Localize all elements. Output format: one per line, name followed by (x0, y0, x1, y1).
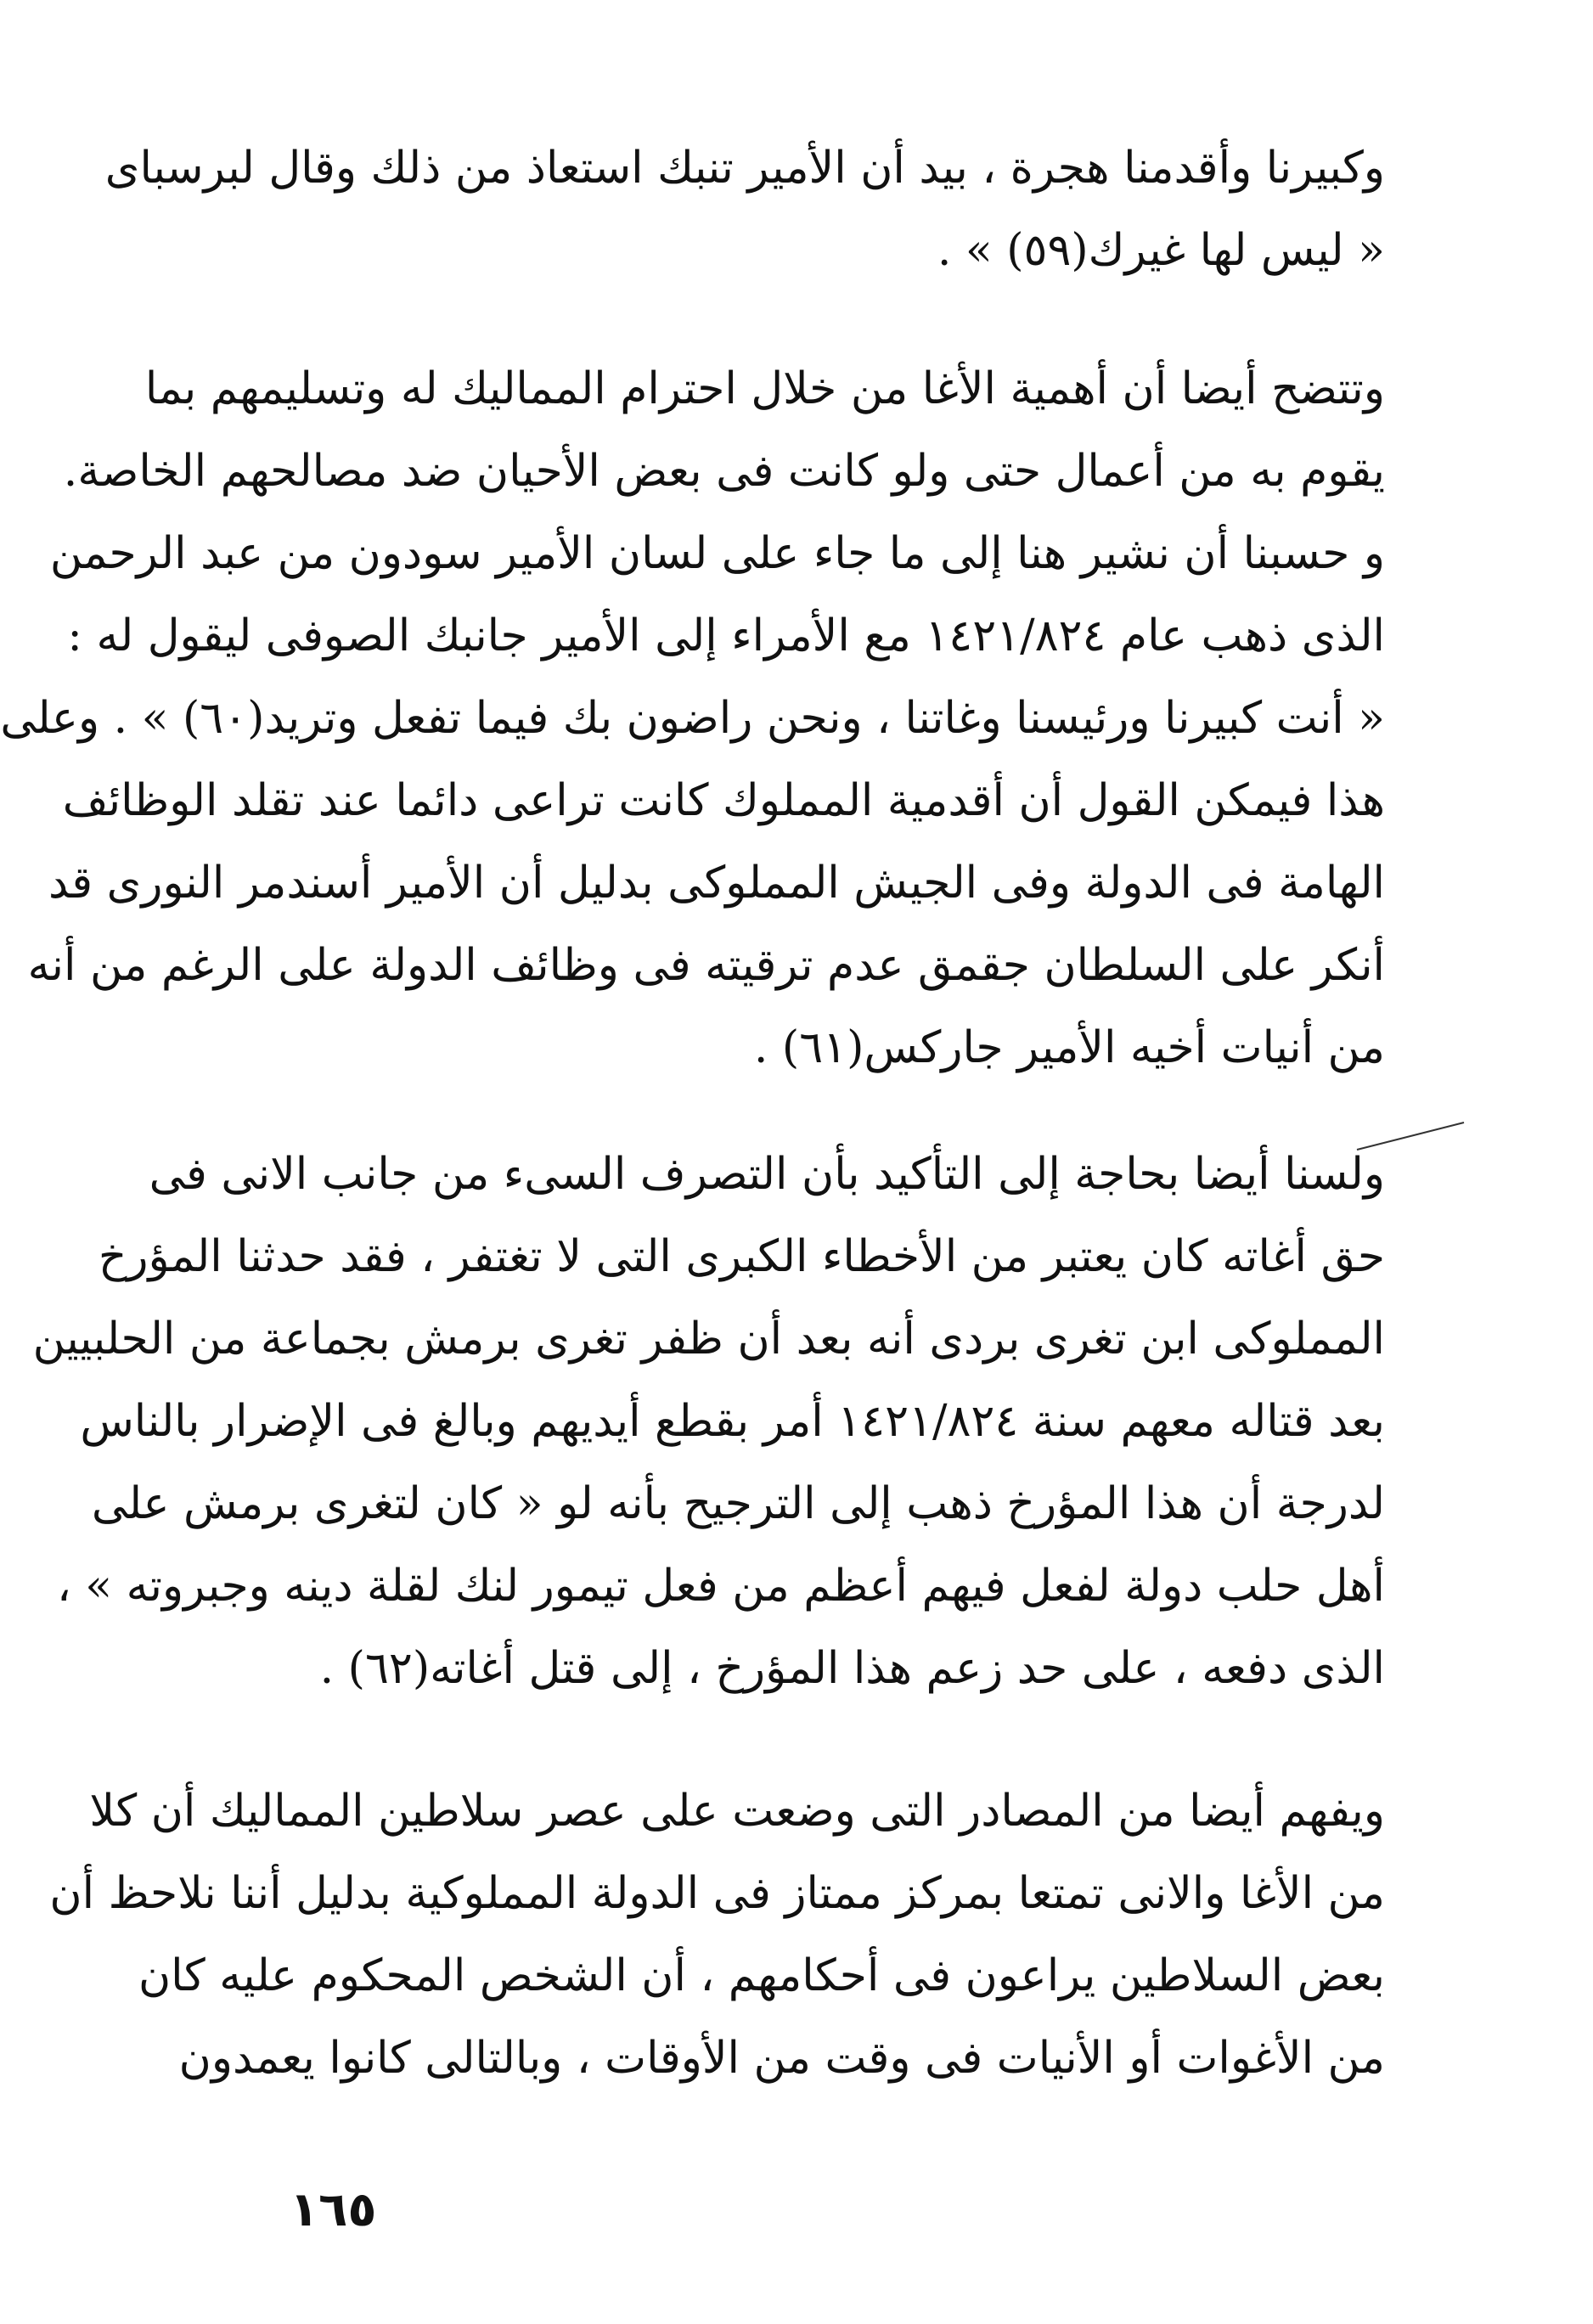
text-line: يقوم به من أعمال حتى ولو كانت فى بعض الأحيان ضد مصالحهم الخاصة. (63, 446, 1385, 497)
page-number: ١٦٥ (290, 2182, 377, 2237)
text-line: أهل حلب دولة لفعل فيهم أعظم من فعل تيمور لنك لقلة دينه وجبروته » ، (56, 1561, 1385, 1612)
text-line: الهامة فى الدولة وفى الجيش المملوكى بدليل أن الأمير أسندمر النورى قد (48, 858, 1385, 909)
text-line: الذى دفعه ، على حد زعم هذا المؤرخ ، إلى قتل أغاته(٦٢) . (319, 1643, 1385, 1694)
text-line: « أنت كبيرنا ورئيسنا وغاتنا ، ونحن راضون بك فيما تفعل وتريد(٦٠) » . وعلى (0, 693, 1385, 744)
text-line: هذا فيمكن القول أن أقدمية المملوك كانت تراعى دائما عند تقلد الوظائف (62, 775, 1385, 826)
paragraph-4 (49, 1770, 1385, 2100)
text-line: وكبيرنا وأقدمنا هجرة ، بيد أن الأمير تنبك استعاذ من ذلك وقال لبرسباى (104, 143, 1385, 194)
text-line: ولسنا أيضا بحاجة إلى التأكيد بأن التصرف السىء من جانب الانى فى (149, 1149, 1385, 1200)
text-line: الذى ذهب عام ١٤٢١/٨٢٤ مع الأمراء إلى الأمير جانبك الصوفى ليقول له : (67, 611, 1385, 661)
text-line: المملوكى ابن تغرى بردى أنه بعد أن ظفر تغرى برمش بجماعة من الحلبيين (32, 1314, 1385, 1365)
paragraph-1 (104, 127, 1385, 292)
text-line: بعض السلاطين يراعون فى أحكامهم ، أن الشخص المحكوم عليه كان (138, 1950, 1385, 2001)
text-line: وتتضح أيضا أن أهمية الأغا من خلال احترام المماليك له وتسليمهم بما (144, 363, 1385, 414)
text-line: حق أغاته كان يعتبر من الأخطاء الكبرى التى لا تغتفر ، فقد حدثنا المؤرخ (98, 1231, 1385, 1282)
text-line: من أنيات أخيه الأمير جاركس(٦١) . (753, 1022, 1385, 1073)
text-line: من الأغا والانى تمتعا بمركز ممتاز فى الدولة المملوكية بدليل أننا نلاحظ أن (49, 1868, 1385, 1919)
text-line: و حسبنا أن نشير هنا إلى ما جاء على لسان الأمير سودون من عبد الرحمن (49, 528, 1385, 579)
text-line: من الأغوات أو الأنيات فى وقت من الأوقات ، وبالتالى كانوا يعمدون (178, 2033, 1385, 2084)
text-line: لدرجة أن هذا المؤرخ ذهب إلى الترجيح بأنه لو « كان لتغرى برمش على (91, 1478, 1385, 1529)
text-line: ويفهم أيضا من المصادر التى وضعت على عصر سلاطين المماليك أن كلا (89, 1786, 1385, 1837)
text-line: بعد قتاله معهم سنة ١٤٢١/٨٢٤ أمر بقطع أيديهم وبالغ فى الإضرار بالناس (80, 1396, 1385, 1447)
paragraph-3 (32, 1134, 1385, 1710)
text-line: « ليس لها غيرك(٥٩) » . (937, 225, 1385, 276)
paragraph-2 (0, 348, 1385, 1089)
text-line: أنكر على السلطان جقمق عدم ترقيته فى وظائف الدولة على الرغم من أنه (27, 940, 1385, 991)
